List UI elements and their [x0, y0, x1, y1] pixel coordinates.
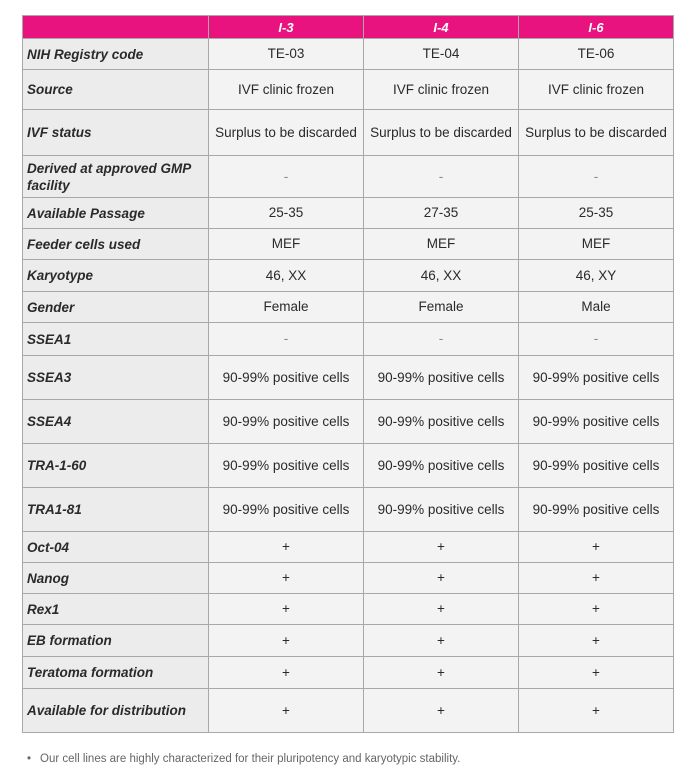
table-row: [23, 400, 674, 444]
table-cell: 90-99% positive cells: [209, 400, 364, 444]
row-label: Gender: [23, 292, 209, 323]
table-row: [23, 532, 674, 563]
table-cell: Female: [209, 292, 364, 323]
table-row: [23, 292, 674, 323]
table-cell: 46, XX: [364, 260, 519, 292]
table-row: [23, 323, 674, 356]
table-cell: +: [364, 657, 519, 689]
header-i-3: I-3: [209, 16, 364, 39]
table-cell: +: [209, 657, 364, 689]
table-row: [23, 260, 674, 292]
footnote-text: Our cell lines are highly characterized for their pluripotency and karyotypic stability.: [40, 753, 461, 765]
row-label: NIH Registry code: [23, 39, 209, 70]
table-row: [23, 488, 674, 532]
row-label: TRA1-81: [23, 488, 209, 532]
header-corner: [23, 16, 209, 39]
table-cell: +: [519, 594, 674, 625]
table-header-row: [23, 16, 674, 39]
table-row: [23, 70, 674, 110]
table-cell: TE-03: [209, 39, 364, 70]
table-row: [23, 229, 674, 260]
table-cell: IVF clinic frozen: [519, 70, 674, 110]
table-cell: 90-99% positive cells: [519, 400, 674, 444]
table-cell: Surplus to be discarded: [209, 110, 364, 156]
table-cell: 90-99% positive cells: [364, 444, 519, 488]
table-row: [23, 657, 674, 689]
row-label: Teratoma formation: [23, 657, 209, 689]
table-cell: Surplus to be discarded: [364, 110, 519, 156]
table-row: [23, 198, 674, 229]
table-cell: +: [364, 625, 519, 657]
header-i-4: I-4: [364, 16, 519, 39]
table-row: [23, 625, 674, 657]
table-row: [23, 356, 674, 400]
table-cell: 90-99% positive cells: [209, 488, 364, 532]
table-cell: +: [519, 532, 674, 563]
table-row: [23, 563, 674, 594]
table-cell: 27-35: [364, 198, 519, 229]
table-cell: 90-99% positive cells: [364, 488, 519, 532]
table-cell: +: [209, 563, 364, 594]
row-label: IVF status: [23, 110, 209, 156]
table-cell: +: [209, 532, 364, 563]
table-cell: +: [519, 689, 674, 733]
table-cell: TE-06: [519, 39, 674, 70]
table-cell: +: [519, 625, 674, 657]
table-cell: -: [519, 156, 674, 198]
table-cell: +: [209, 625, 364, 657]
row-label: EB formation: [23, 625, 209, 657]
table-row: [23, 444, 674, 488]
table-cell: +: [209, 594, 364, 625]
table-row: [23, 110, 674, 156]
table-cell: Surplus to be discarded: [519, 110, 674, 156]
table-cell: -: [209, 323, 364, 356]
table-cell: MEF: [519, 229, 674, 260]
table-cell: +: [364, 532, 519, 563]
table-cell: MEF: [364, 229, 519, 260]
table-cell: +: [209, 689, 364, 733]
header-i-6: I-6: [519, 16, 674, 39]
table-cell: +: [519, 563, 674, 594]
table-cell: IVF clinic frozen: [209, 70, 364, 110]
table-cell: 90-99% positive cells: [364, 356, 519, 400]
row-label: Oct-04: [23, 532, 209, 563]
row-label: Derived at approved GMP facility: [23, 156, 209, 198]
table-cell: TE-04: [364, 39, 519, 70]
table-cell: -: [519, 323, 674, 356]
cell-line-table: [22, 15, 674, 733]
row-label: Rex1: [23, 594, 209, 625]
row-label: Available Passage: [23, 198, 209, 229]
table-cell: -: [364, 323, 519, 356]
table-cell: 25-35: [519, 198, 674, 229]
row-label: Available for distribution: [23, 689, 209, 733]
table-cell: 90-99% positive cells: [519, 444, 674, 488]
row-label: Source: [23, 70, 209, 110]
table-row: [23, 39, 674, 70]
table-cell: 90-99% positive cells: [364, 400, 519, 444]
table-cell: 90-99% positive cells: [519, 356, 674, 400]
row-label: SSEA3: [23, 356, 209, 400]
table-cell: 90-99% positive cells: [519, 488, 674, 532]
table-cell: -: [364, 156, 519, 198]
table-cell: -: [209, 156, 364, 198]
table-cell: +: [364, 563, 519, 594]
row-label: Feeder cells used: [23, 229, 209, 260]
table-row: [23, 689, 674, 733]
table-cell: 46, XY: [519, 260, 674, 292]
row-label: SSEA4: [23, 400, 209, 444]
table-cell: Female: [364, 292, 519, 323]
table-cell: 90-99% positive cells: [209, 444, 364, 488]
footnote-bullet: •: [27, 753, 32, 765]
table-row: [23, 594, 674, 625]
row-label: SSEA1: [23, 323, 209, 356]
table-cell: Male: [519, 292, 674, 323]
table-cell: +: [519, 657, 674, 689]
table-cell: 90-99% positive cells: [209, 356, 364, 400]
table-cell: IVF clinic frozen: [364, 70, 519, 110]
table-cell: MEF: [209, 229, 364, 260]
row-label: TRA-1-60: [23, 444, 209, 488]
table-cell: 46, XX: [209, 260, 364, 292]
cell-line-table-container: [22, 15, 673, 733]
row-label: Karyotype: [23, 260, 209, 292]
row-label: Nanog: [23, 563, 209, 594]
table-cell: +: [364, 689, 519, 733]
table-cell: 25-35: [209, 198, 364, 229]
table-cell: +: [364, 594, 519, 625]
table-row: [23, 156, 674, 198]
